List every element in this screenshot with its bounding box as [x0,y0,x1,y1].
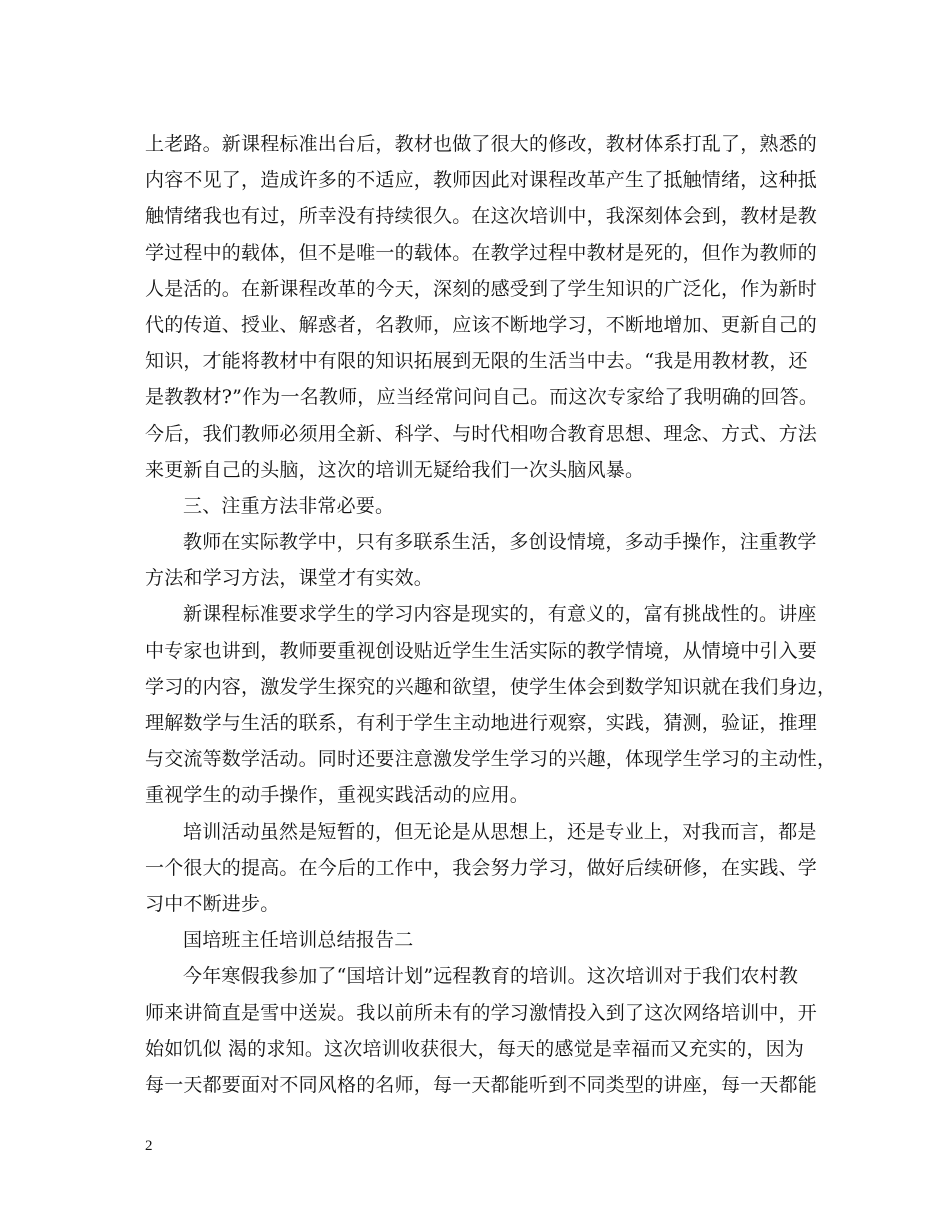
text-line: 学习的内容，激发学生探究的兴趣和欲望，使学生体会到数学知识就在我们身边， [145,675,837,698]
text-line: 与交流等数学活动。同时还要注意激发学生学习的兴趣，体现学生学习的主动性， [145,748,837,771]
text-line: 重视学生的动手操作，重视实践活动的应用。 [145,784,530,807]
text-line: 每一天都要面对不同风格的名师，每一天都能听到不同类型的讲座，每一天都能 [145,1073,818,1096]
text-line: 一个很大的提高。在今后的工作中，我会努力学习，做好后续研修，在实践、学 [145,856,818,879]
text-line: 习中不断进步。 [145,892,280,915]
text-line: 来更新自己的头脑，这次的培训无疑给我们一次头脑风暴。 [145,458,645,481]
text-line: 代的传道、授业、解惑者，名教师，应该不断地学习，不断地增加、更新自己的 [145,313,818,336]
text-line: 培训活动虽然是短暂的，但无论是从思想上，还是专业上，对我而言，都是 [183,820,817,843]
text-line: 理解数学与生活的联系，有利于学生主动地进行观察，实践，猜测，验证，推理 [145,712,818,734]
text-line: 内容不见了，造成许多的不适应，教师因此对课程改革产生了抵触情绪，这种抵 [145,169,818,192]
text-line: 国培班主任培训总结报告二 [183,929,414,952]
text-line: 今后，我们教师必须用全新、科学、与时代相吻合教育思想、理念、方式、方法 [145,422,818,445]
text-line: 今年寒假我参加了“国培计划”远程教育的培训。这次培训对于我们农村教 [183,965,799,988]
text-line: 新课程标准要求学生的学习内容是现实的，有意义的，富有挑战性的。讲座 [183,603,817,626]
text-line: 是教教材?”作为一名教师，应当经常问问自己。而这次专家给了我明确的回答。 [145,386,819,409]
text-line: 中专家也讲到，教师要重视创设贴近学生生活实际的教学情境，从情境中引入要 [145,639,818,662]
text-line: 人是活的。在新课程改革的今天，深刻的感受到了学生知识的广泛化，作为新时 [145,277,818,300]
text-line: 师来讲简直是雪中送炭。我以前所未有的学习激情投入到了这次网络培训中，开 [145,1001,818,1024]
body-text [145,126,837,1103]
text-line: 始如饥似 渴的求知。这次培训收获很大，每天的感觉是幸福而又充实的，因为 [145,1037,805,1060]
text-line: 学过程中的载体，但不是唯一的载体。在教学过程中教材是死的，但作为教师的 [145,241,818,264]
text-line: 教师在实际教学中，只有多联系生活，多创设情境，多动手操作，注重教学 [183,531,817,554]
text-line: 知识，才能将教材中有限的知识拓展到无限的生活当中去。“我是用教材教，还 [145,350,808,373]
page-number: 2 [145,1138,153,1154]
text-line: 方法和学习方法，课堂才有实效。 [145,567,434,590]
text-line: 上老路。新课程标准出台后，教材也做了很大的修改，教材体系打乱了，熟悉的 [145,133,818,155]
text-line: 三、注重方法非常必要。 [183,494,395,517]
text-line: 触情绪我也有过，所幸没有持续很久。在这次培训中，我深刻体会到，教材是教 [145,205,818,228]
